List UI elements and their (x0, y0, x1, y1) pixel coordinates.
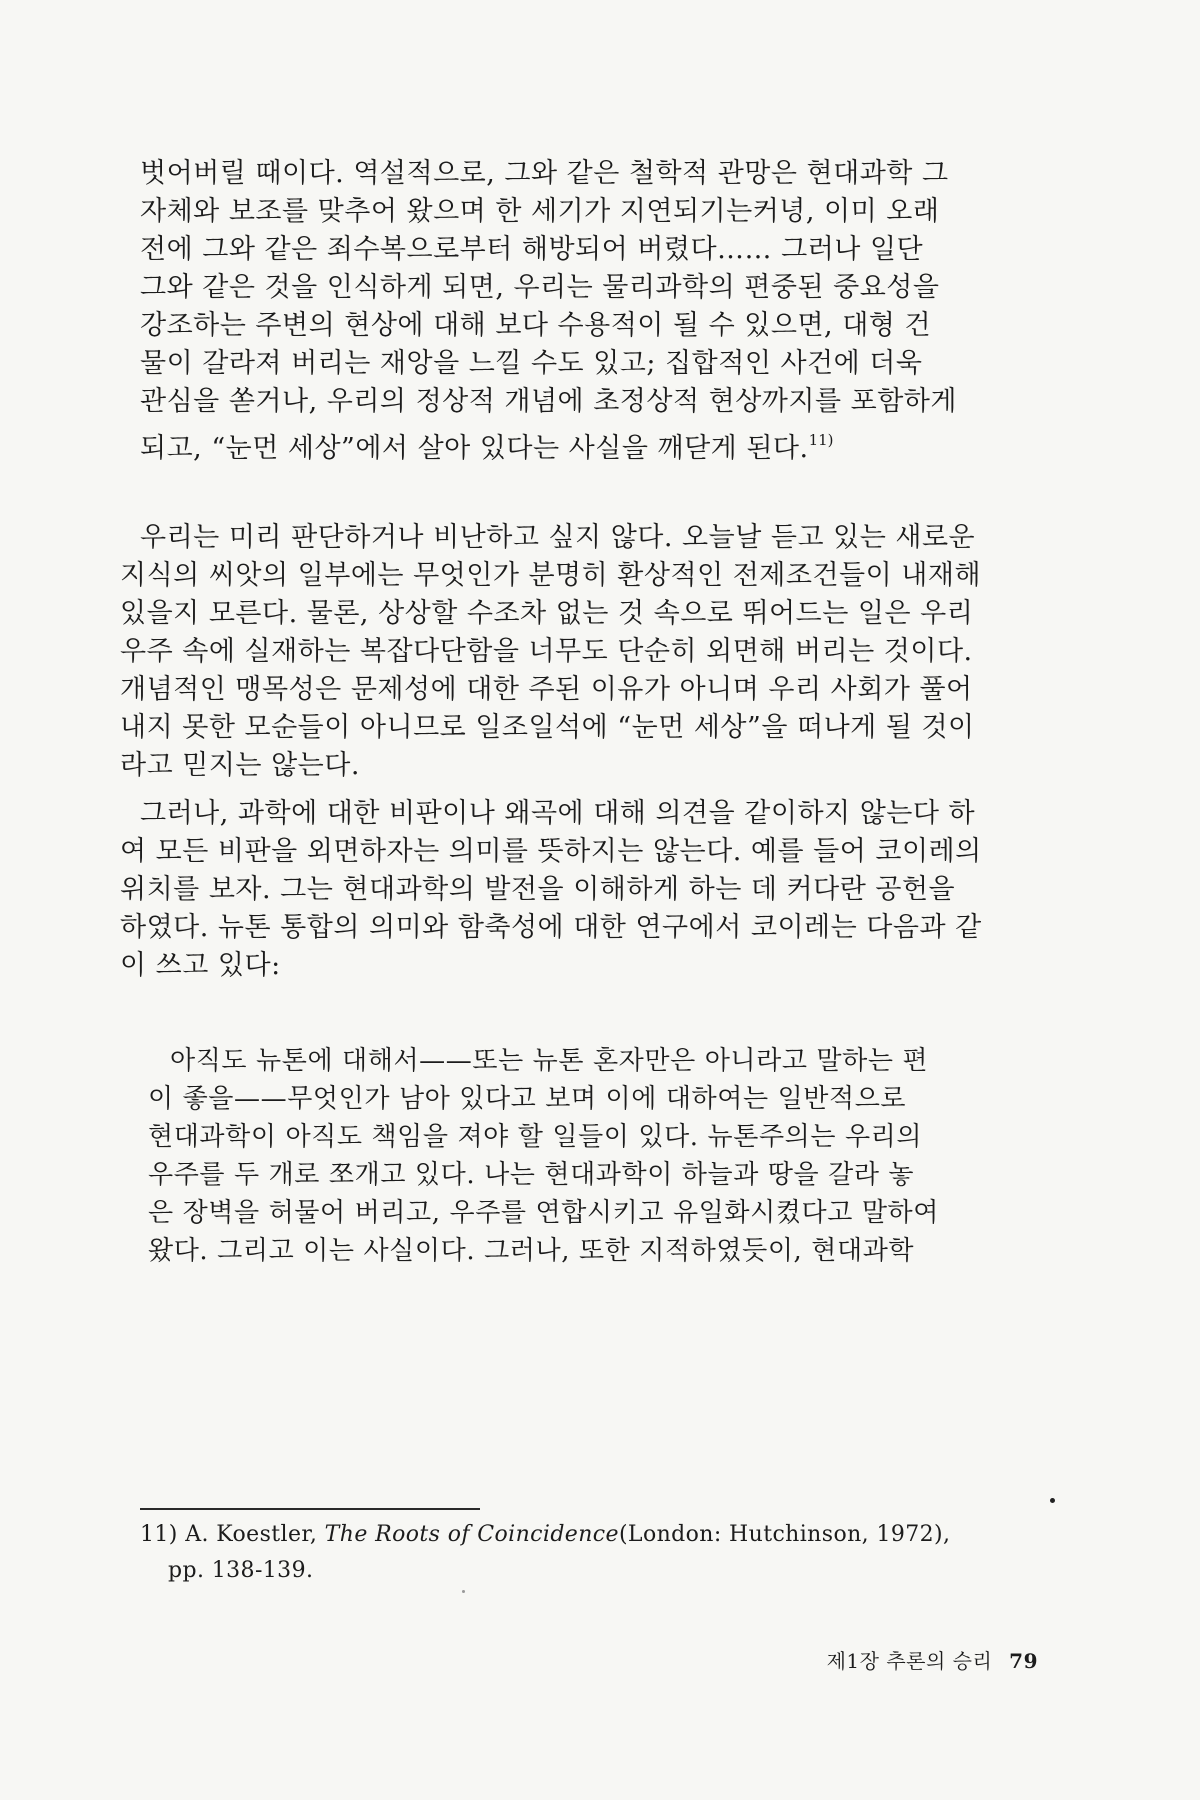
paragraph-3-line: 그러나, 과학에 대한 비판이나 왜곡에 대해 의견을 같이하지 않는다 하 (140, 798, 976, 829)
paragraph-1-last-text: 되고, “눈먼 세상”에서 살아 있다는 사실을 깨닫게 된다. (140, 433, 809, 464)
paragraph-3-line: 이 쓰고 있다: (120, 950, 281, 981)
chapter-label: 제1장 (826, 1649, 880, 1673)
chapter-title: 추론의 승리 (886, 1649, 993, 1673)
paragraph-1-line: 벗어버릴 때이다. 역설적으로, 그와 같은 철학적 관망은 현대과학 그 (140, 158, 949, 189)
paragraph-3-line: 하였다. 뉴톤 통합의 의미와 함축성에 대한 연구에서 코이레는 다음과 같 (120, 912, 982, 943)
paragraph-2-line: 라고 믿지는 않는다. (120, 750, 360, 781)
ink-dot (1050, 1498, 1055, 1503)
paragraph-1-line: 전에 그와 같은 죄수복으로부터 해방되어 버렸다…… 그러나 일단 (140, 234, 924, 265)
paragraph-1-line: 관심을 쏟거나, 우리의 정상적 개념에 초정상적 현상까지를 포함하게 (140, 386, 957, 417)
paragraph-2-line: 있을지 모른다. 물론, 상상할 수조차 없는 것 속으로 뛰어드는 일은 우리 (120, 598, 974, 629)
paragraph-2-line: 우주 속에 실재하는 복잡다단함을 너무도 단순히 외면해 버리는 것이다. (120, 636, 973, 667)
footnote-publisher: (London: Hutchinson, 1972), (618, 1522, 951, 1547)
footnote-line (140, 1521, 950, 1549)
footnote-divider (140, 1508, 480, 1510)
block-quote-line: 은 장벽을 허물어 버리고, 우주를 연합시키고 유일화시켰다고 말하여 (148, 1198, 939, 1228)
paragraph-3-line: 여 모든 비판을 외면하자는 의미를 뜻하지는 않는다. 예를 들어 코이레의 (120, 836, 982, 867)
page-number: 79 (1009, 1649, 1038, 1673)
paragraph-2-line: 지식의 씨앗의 일부에는 무엇인가 분명히 환상적인 전제조건들이 내재해 (120, 560, 982, 591)
block-quote-line: 왔다. 그리고 이는 사실이다. 그러나, 또한 지적하였듯이, 현대과학 (148, 1236, 915, 1266)
block-quote-line: 현대과학이 아직도 책임을 져야 할 일들이 있다. 뉴톤주의는 우리의 (148, 1122, 923, 1152)
block-quote-line: 우주를 두 개로 쪼개고 있다. 나는 현대과학이 하늘과 땅을 갈라 놓 (148, 1160, 915, 1190)
footnote-number: 11) (140, 1522, 178, 1547)
footnote-author: A. Koestler, (185, 1522, 318, 1547)
block-quote-line: 이 좋을——무엇인가 남아 있다고 보며 이에 대하여는 일반적으로 (148, 1084, 907, 1114)
paragraph-1-line: 자체와 보조를 맞추어 왔으며 한 세기가 지연되기는커녕, 이미 오래 (140, 196, 940, 227)
paragraph-2-line: 개념적인 맹목성은 문제성에 대한 주된 이유가 아니며 우리 사회가 풀어 (120, 674, 973, 705)
footnote-reference: 11) (808, 431, 834, 449)
running-footer (827, 1645, 1038, 1674)
paragraph-1-line: 강조하는 주변의 현상에 대해 보다 수용적이 될 수 있으면, 대형 건 (140, 310, 932, 341)
paragraph-2-line: 내지 못한 모순들이 아니므로 일조일석에 “눈먼 세상”을 떠나게 될 것이 (120, 712, 975, 743)
block-quote-line: 아직도 뉴톤에 대해서——또는 뉴톤 혼자만은 아니라고 말하는 편 (170, 1046, 929, 1076)
footnote-title: The Roots of Coincidence (324, 1522, 619, 1547)
paragraph-2-line: 우리는 미리 판단하거나 비난하고 싶지 않다. 오늘날 듣고 있는 새로운 (140, 522, 976, 553)
paragraph-3-line: 위치를 보자. 그는 현대과학의 발전을 이해하게 하는 데 커다란 공헌을 (120, 874, 956, 905)
paper-speck (462, 1590, 465, 1593)
footnote-pages: pp. 138-139. (168, 1558, 314, 1583)
paragraph-1-line: 그와 같은 것을 인식하게 되면, 우리는 물리과학의 편중된 중요성을 (140, 272, 940, 303)
paragraph-1-line: 물이 갈라져 버리는 재앙을 느낄 수도 있고; 집합적인 사건에 더욱 (140, 348, 923, 379)
paragraph-1-last-line (140, 423, 834, 466)
